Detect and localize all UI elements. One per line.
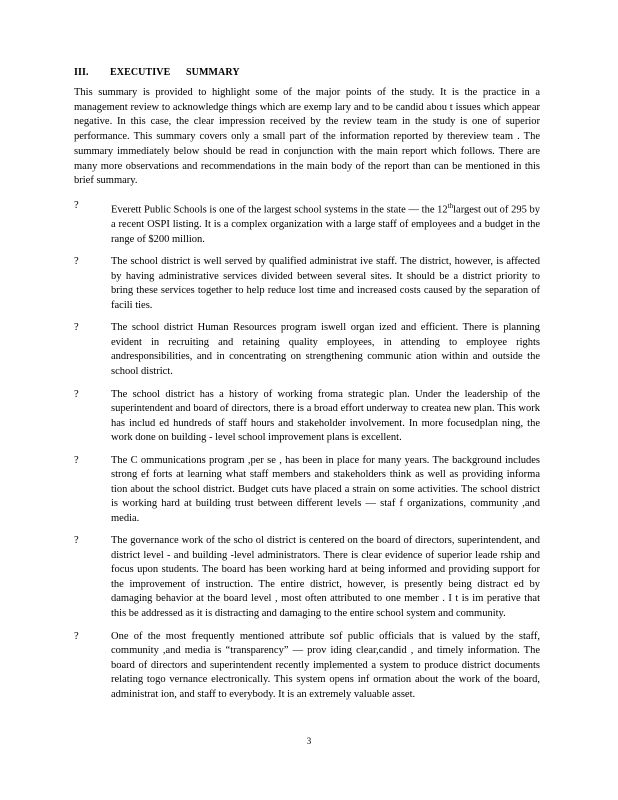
bullet-text: The school district Human Resources program iswell organ ized and efficient. There is planning evident in recruiting and retaining quality employees, in attending to employee rights andresponsibilities, and in concentrating on strengthening communic ation within and outside the school district.: [111, 322, 540, 377]
bullet-item: [74, 454, 540, 527]
intro-paragraph: This summary is provided to highlight some of the major points of the study. It is the practice in a management review to acknowledge things which are exemp lary and to be candid abou t issues which appear negative. In this case, the clear impression received by the review team in the study is one of superior performance. This summary covers only a small part of the information reported by thereview team . The summary immediately below should be read in conjunction with the main report which follows. There are many more observations and recommendations in the main body of the report than can be mentioned in this brief summary.: [74, 87, 540, 187]
bullet-marker: ?: [74, 535, 79, 547]
section-heading: [74, 67, 240, 78]
bullet-item: [74, 630, 540, 703]
bullet-list: [74, 199, 540, 710]
bullet-item: [74, 534, 540, 621]
bullet-item: [74, 321, 540, 379]
bullet-item: [74, 255, 540, 313]
bullet-text-part: largest out of 295 by a recent OSPI listing. It is a complex organization with a large staff of employees and a budget in the range of $200 million.: [111, 204, 541, 245]
bullet-text: The school district has a history of working froma strategic plan. Under the leadership of the superintendent and board of directors, there is a broad effort underway to createa new plan. This work has includ ed hundreds of staff hours and stakeholder involvement. In more focusedplan ning, the work done on building - level school improvement plans is excellent.: [111, 388, 540, 444]
bullet-text: The governance work of the scho ol district is centered on the board of directors, superintendent, and district level - and building -level administrators. There is clear evidence of superior leade rship and focus upon students. The board has been working hard at being informed and providing support for the improvement of instruction. The entire district, however, is presently being distract ed by damaging behavior at the board level , most often attributed to one member . I t is im perative that this be addressed as it is distracting and damaging to the entire school system and community.: [111, 535, 540, 619]
bullet-text: [111, 199, 540, 247]
bullet-text-part: Everett Public Schools is one of the largest school systems in the state — the 12: [111, 204, 448, 216]
bullet-marker: ?: [74, 454, 79, 466]
bullet-text: One of the most frequently mentioned attribute sof public officials that is valued by the staff, community ,and media is “transparency” — prov iding clear,candid , and timely information. The board of directors and superintendent recently implemented a system to produce district documents relating togo vernance electronically. This system opens inf ormation about the work of the board, administrat ion, and staff to everybody. It is an extremely valuable asset.: [111, 630, 540, 700]
section-title-word-1: EXECUTIVE: [110, 67, 171, 78]
bullet-marker: ?: [74, 200, 79, 211]
page-number: 3: [306, 736, 312, 746]
bullet-marker: ?: [74, 630, 79, 642]
bullet-marker: ?: [74, 388, 79, 400]
bullet-text: The school district is well served by qualified administrat ive staff. The district, however, is affected by having administrative services divided between several sites. It should be a district priority to bring these services together to help reduce lost time and increased costs caused by the separation of facili ties.: [111, 256, 540, 311]
section-title-word-2: SUMMARY: [186, 67, 240, 78]
bullet-marker: ?: [74, 322, 79, 334]
bullet-marker: ?: [74, 256, 79, 268]
ordinal-suffix: th: [447, 202, 454, 210]
bullet-item: [74, 199, 540, 247]
bullet-item: [74, 388, 540, 446]
section-number: III.: [74, 67, 89, 78]
bullet-text: The C ommunications program ,per se , has been in place for many years. The background includes strong ef forts at learning what staff members and stakeholders think as well as providing informa tion about the school district. Budget cuts have placed a strain on some activities. The school district is working hard at building trust between different levels — staf f organizations, community ,and media.: [111, 454, 540, 524]
